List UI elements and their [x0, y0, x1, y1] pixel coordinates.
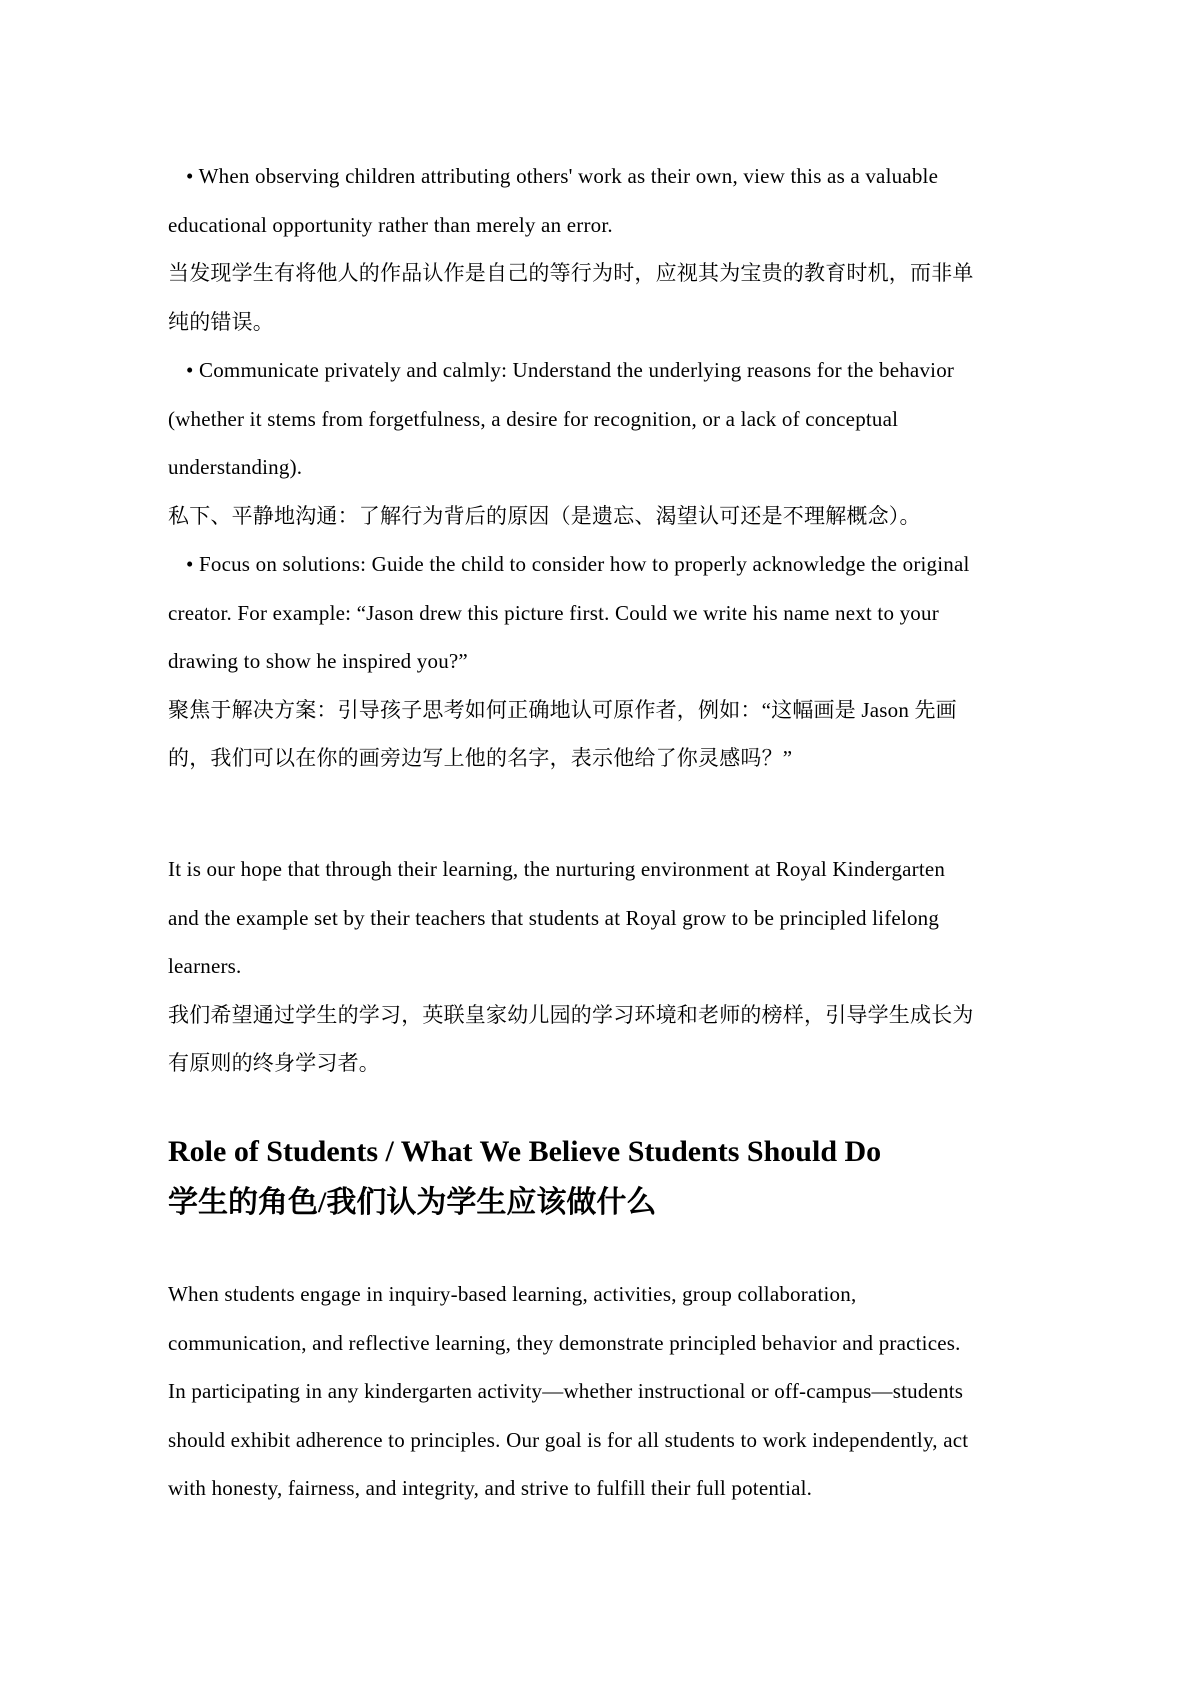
- text-line: When students engage in inquiry-based learning, activities, group collaboration,: [168, 1282, 857, 1306]
- text-line: 当发现学生有将他人的作品认作是自己的等行为时，应视其为宝贵的教育时机，而非单: [168, 261, 974, 285]
- text-line: learners.: [168, 954, 242, 978]
- text-line: It is our hope that through their learning, the nurturing environment at Royal Kindergarten: [168, 857, 946, 881]
- hope-paragraph-section: [168, 845, 1058, 1088]
- text-line: • Focus on solutions: Guide the child to consider how to properly acknowledge the original: [186, 552, 970, 576]
- text-line: 有原则的终身学习者。: [168, 1051, 380, 1075]
- text-line: educational opportunity rather than merely an error.: [168, 212, 613, 237]
- bullet-item-2-zh: [168, 492, 1058, 541]
- section-heading: [168, 1126, 1058, 1228]
- text-line: 私下、平静地沟通：了解行为背后的原因（是遗忘、渴望认可还是不理解概念）。: [168, 503, 921, 528]
- students-paragraph-section: [168, 1270, 1058, 1513]
- text-line: (whether it stems from forgetfulness, a desire for recognition, or a lack of conceptual: [168, 406, 899, 431]
- students-paragraph-en: [168, 1270, 1058, 1513]
- section-heading-en: Role of Students / What We Believe Students Should Do: [168, 1135, 882, 1168]
- hope-paragraph-en: [168, 845, 1058, 991]
- bullet-item-1-en: [168, 152, 1058, 249]
- text-line: should exhibit adherence to principles. Our goal is for all students to work independently, act: [168, 1427, 969, 1452]
- bullet-item-3-zh: [168, 686, 1058, 783]
- bullet-item-3-en: [168, 540, 1058, 686]
- section-heading-zh: 学生的角色/我们认为学生应该做什么: [168, 1186, 657, 1219]
- hope-paragraph-zh: [168, 991, 1058, 1088]
- text-line: creator. For example: “Jason drew this picture first. Could we write his name next to your: [168, 600, 939, 625]
- text-line: communication, and reflective learning, they demonstrate principled behavior and practices.: [168, 1330, 961, 1355]
- text-line: • When observing children attributing others' work as their own, view this as a valuable: [186, 164, 939, 188]
- text-line: 我们希望通过学生的学习，英联皇家幼儿园的学习环境和老师的榜样，引导学生成长为: [168, 1002, 974, 1027]
- section-heading-text: [168, 1126, 1058, 1228]
- text-line: 的，我们可以在你的画旁边写上他的名字，表示他给了你灵感吗？”: [168, 746, 793, 770]
- text-line: drawing to show he inspired you?”: [168, 649, 468, 673]
- text-line: 纯的错误。: [168, 309, 274, 334]
- bullet-item-2-en: [168, 346, 1058, 492]
- guidance-bullets-section: [168, 152, 1058, 783]
- text-line: with honesty, fairness, and integrity, and strive to fulfill their full potential.: [168, 1476, 813, 1500]
- text-line: understanding).: [168, 455, 303, 479]
- text-line: and the example set by their teachers that students at Royal grow to be principled lifelong: [168, 905, 940, 930]
- bullet-item-1-zh: [168, 249, 1058, 346]
- text-line: 聚焦于解决方案：引导孩子思考如何正确地认可原作者，例如：“这幅画是 Jason 先画: [168, 697, 957, 722]
- text-line: • Communicate privately and calmly: Understand the underlying reasons for the behavior: [186, 358, 955, 382]
- text-line: In participating in any kindergarten activity—whether instructional or off-campus—students: [168, 1379, 964, 1403]
